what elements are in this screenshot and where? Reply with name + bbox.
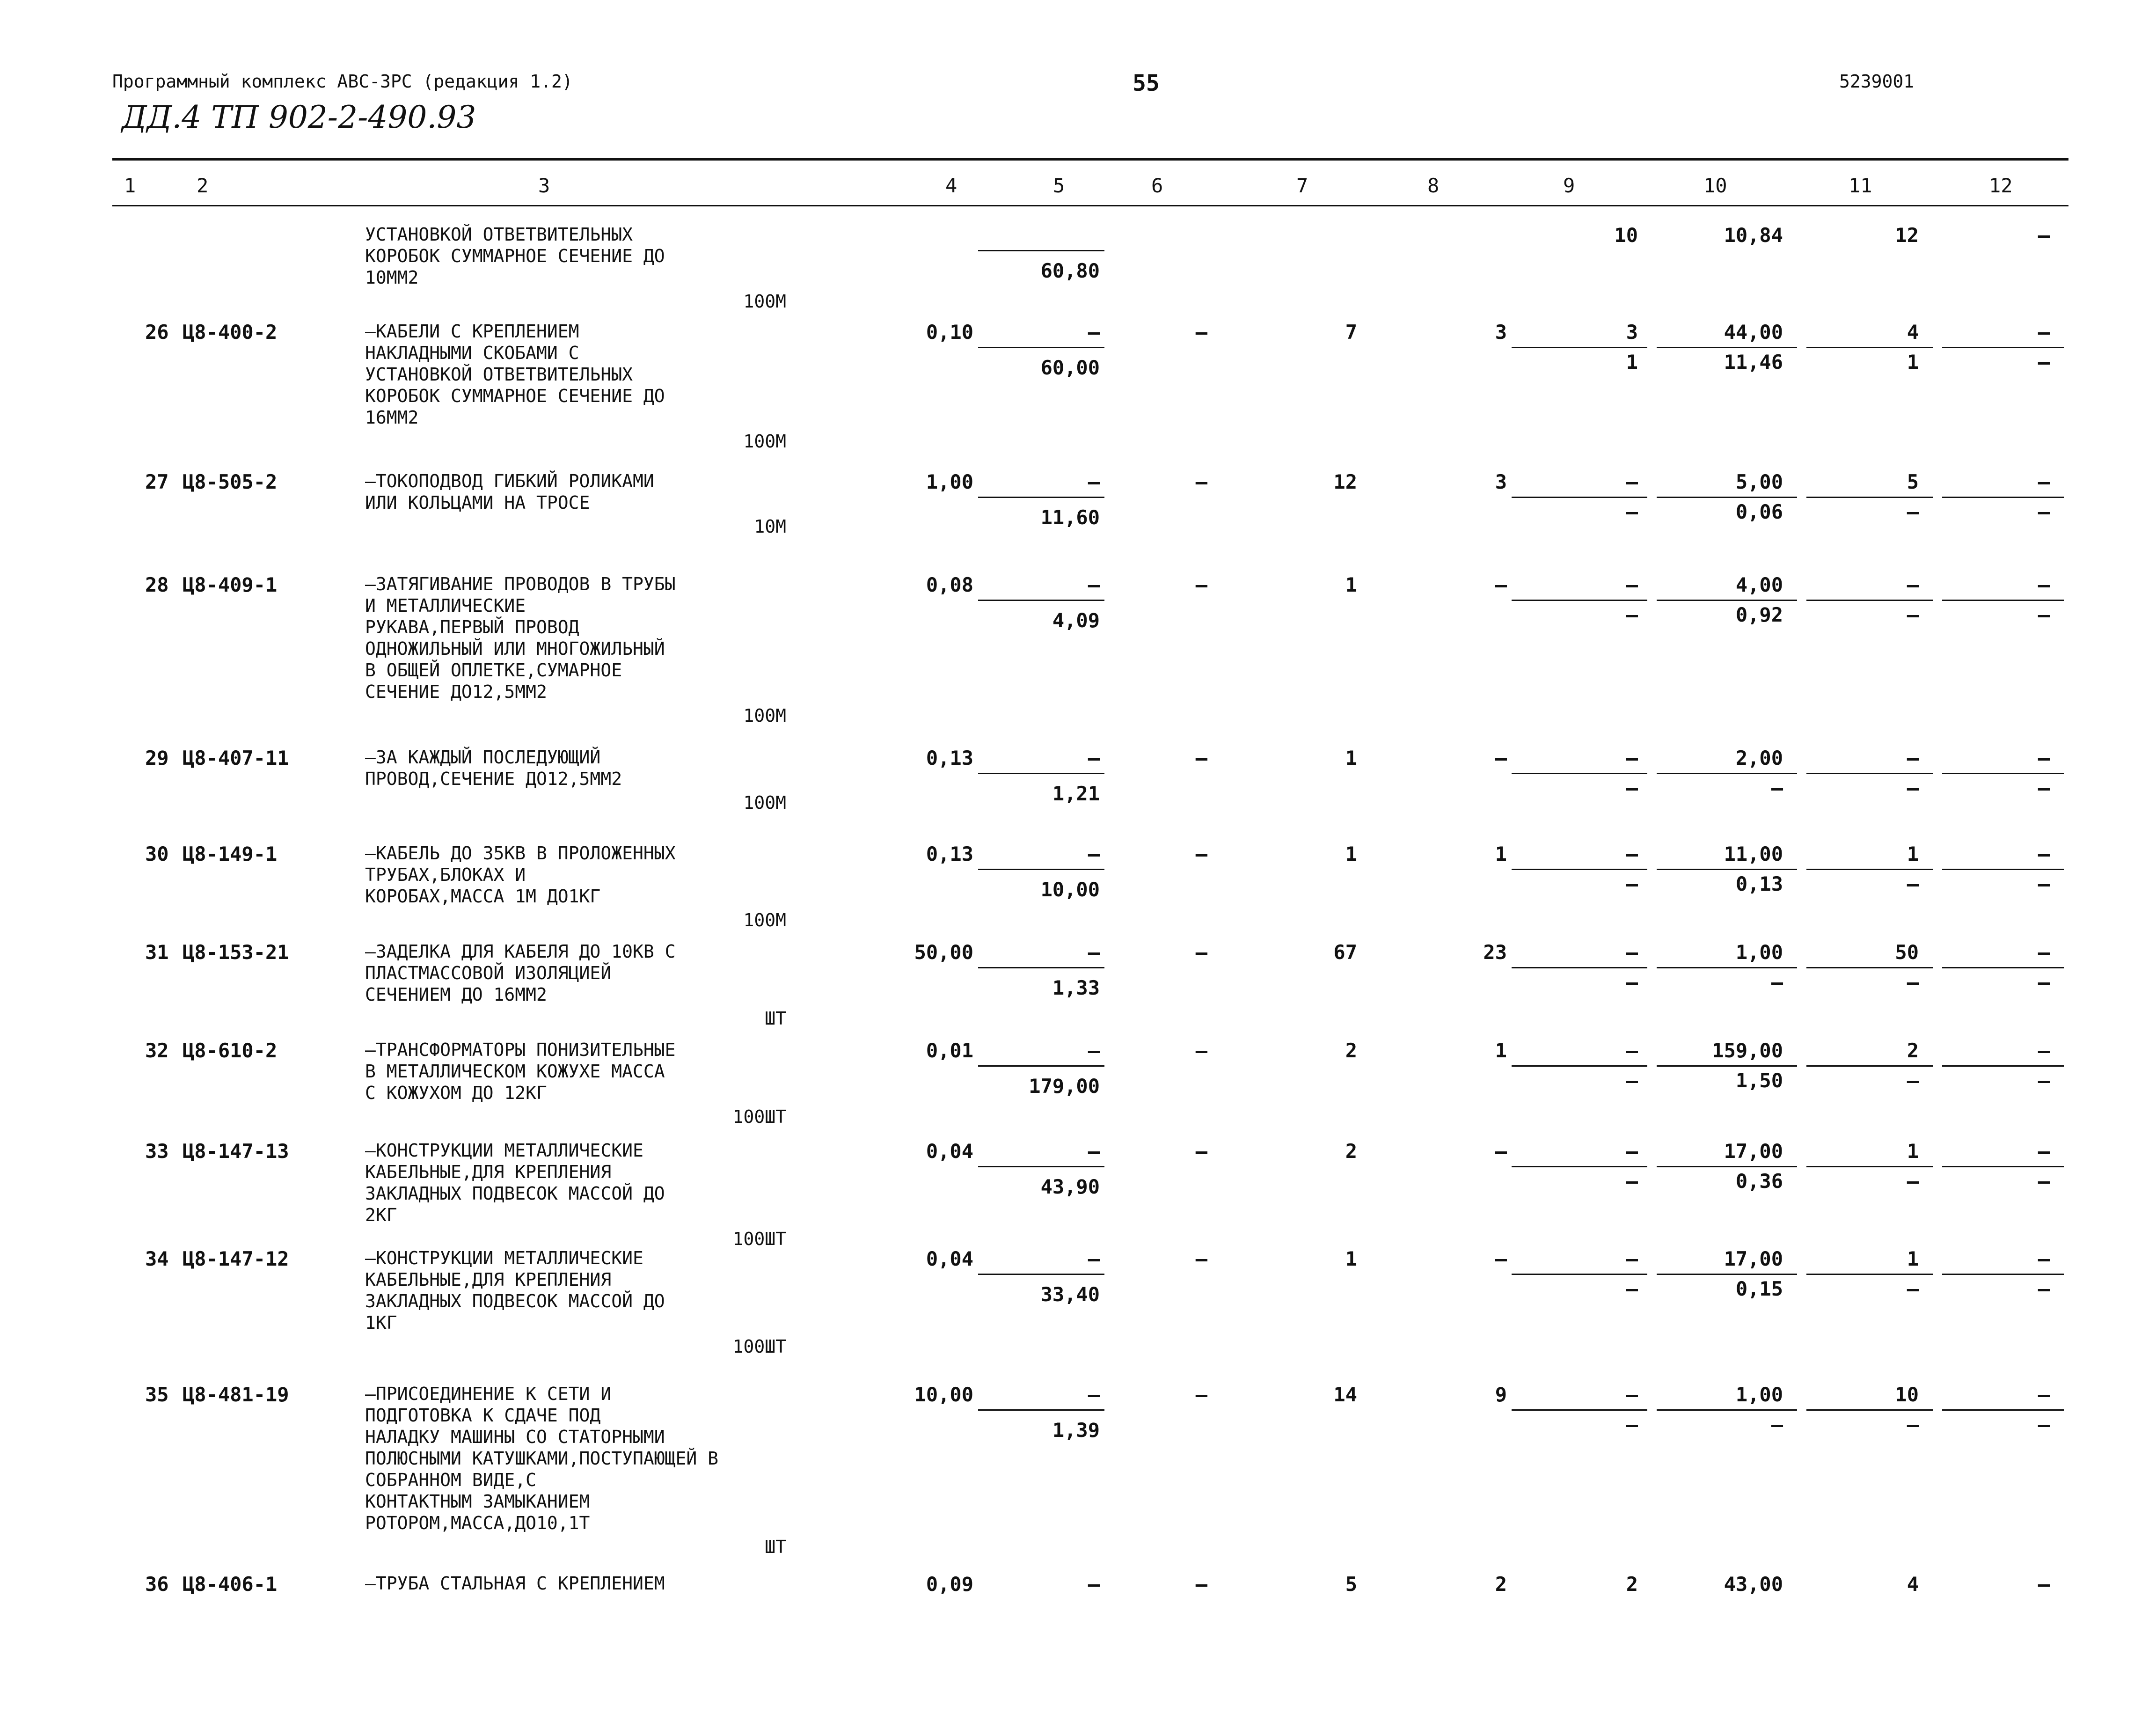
col9-top: 10 bbox=[1614, 224, 1638, 247]
col11-divider bbox=[1806, 773, 1933, 774]
col5-top: – bbox=[1088, 573, 1100, 596]
col5-top: – bbox=[1088, 747, 1100, 769]
row-number: 35 bbox=[145, 1383, 169, 1406]
quantity-cell: 0,08 bbox=[926, 573, 973, 596]
col12-top: – bbox=[2038, 747, 2050, 769]
column-header-9: 9 bbox=[1563, 174, 1575, 197]
col9-bottom: – bbox=[1626, 776, 1638, 799]
col12-bottom: – bbox=[2038, 1170, 2050, 1193]
col12-bottom: – bbox=[2038, 351, 2050, 374]
col12-bottom: – bbox=[2038, 1277, 2050, 1300]
program-title: Программный комплекс АВС-3РС (редакция 1.2) bbox=[112, 71, 573, 92]
col12-top: – bbox=[2038, 573, 2050, 596]
col6-cell: – bbox=[1195, 1383, 1207, 1406]
col10-divider bbox=[1657, 1065, 1797, 1067]
rate-code: Ц8-610-2 bbox=[183, 1039, 278, 1062]
col9-top: – bbox=[1626, 842, 1638, 865]
col11-divider bbox=[1806, 347, 1933, 348]
unit-of-measure: 100ШТ bbox=[732, 1336, 786, 1357]
col8-cell: 3 bbox=[1495, 321, 1507, 344]
work-description: –КОНСТРУКЦИИ МЕТАЛЛИЧЕСКИЕ КАБЕЛЬНЫЕ,ДЛЯ КРЕПЛЕНИЯ ЗАКЛАДНЫХ ПОДВЕСОК МАССОЙ ДО 2КГ bbox=[365, 1140, 665, 1225]
col5-bottom: 60,00 bbox=[1040, 356, 1100, 379]
col12-top: – bbox=[2038, 842, 2050, 865]
work-description: –ЗАТЯГИВАНИЕ ПРОВОДОВ В ТРУБЫ И МЕТАЛЛИЧЕСКИЕ РУКАВА,ПЕРВЫЙ ПРОВОД ОДНОЖИЛЬНЫЙ ИЛИ МНОГОЖИЛЬНЫЙ В ОБЩЕЙ ОПЛЕТКЕ,СУМАРНОЕ СЕЧЕНИЕ ДО12,5ММ2 bbox=[365, 574, 676, 702]
rate-code: Ц8-149-1 bbox=[183, 842, 278, 865]
col11-divider bbox=[1806, 869, 1933, 870]
col8-cell: – bbox=[1495, 747, 1507, 769]
col5-bottom: 33,40 bbox=[1040, 1283, 1100, 1306]
col10-top: 1,00 bbox=[1735, 941, 1783, 964]
work-description: –ТРУБА СТАЛЬНАЯ С КРЕПЛЕНИЕМ bbox=[365, 1573, 665, 1594]
col12-top: – bbox=[2038, 941, 2050, 964]
col9-bottom: – bbox=[1626, 872, 1638, 895]
col9-top: – bbox=[1626, 1383, 1638, 1406]
col11-divider bbox=[1806, 1409, 1933, 1411]
col10-top: 11,00 bbox=[1724, 842, 1783, 865]
top-rule bbox=[112, 158, 2068, 161]
unit-of-measure: 100М bbox=[743, 910, 786, 930]
col9-bottom: – bbox=[1626, 603, 1638, 626]
col9-top: – bbox=[1626, 1247, 1638, 1270]
col12-top: – bbox=[2038, 1573, 2050, 1596]
col10-bottom: 0,06 bbox=[1735, 500, 1783, 523]
col8-cell: 1 bbox=[1495, 842, 1507, 865]
col12-bottom: – bbox=[2038, 500, 2050, 523]
quantity-cell: 0,10 bbox=[926, 321, 973, 344]
col6-cell: – bbox=[1195, 941, 1207, 964]
col11-bottom: – bbox=[1907, 603, 1919, 626]
col11-top: 1 bbox=[1907, 842, 1919, 865]
col11-bottom: – bbox=[1907, 1413, 1919, 1436]
quantity-cell: 0,09 bbox=[926, 1573, 973, 1596]
col5-top: – bbox=[1088, 1140, 1100, 1163]
col12-divider bbox=[1942, 773, 2064, 774]
col12-top: – bbox=[2038, 470, 2050, 493]
col11-top: 2 bbox=[1907, 1039, 1919, 1062]
col12-bottom: – bbox=[2038, 603, 2050, 626]
col5-divider bbox=[978, 1274, 1104, 1275]
col9-bottom: – bbox=[1626, 971, 1638, 994]
work-description: –ЗАДЕЛКА ДЛЯ КАБЕЛЯ ДО 10КВ С ПЛАСТМАССОВОЙ ИЗОЛЯЦИЕЙ СЕЧЕНИЕМ ДО 16ММ2 bbox=[365, 941, 676, 1005]
col11-top: 4 bbox=[1907, 321, 1919, 344]
work-description: УСТАНОВКОЙ ОТВЕТВИТЕЛЬНЫХ КОРОБОК СУММАРНОЕ СЕЧЕНИЕ ДО 10ММ2 bbox=[365, 224, 665, 288]
handwritten-project-number: ДД.4 ТП 902-2-490.93 bbox=[122, 99, 476, 135]
col8-cell: 2 bbox=[1495, 1573, 1507, 1596]
col6-cell: – bbox=[1195, 1140, 1207, 1163]
col12-divider bbox=[1942, 967, 2064, 968]
col5-divider bbox=[978, 1065, 1104, 1067]
col9-divider bbox=[1512, 347, 1647, 348]
row-number: 34 bbox=[145, 1247, 169, 1270]
col7-cell: 2 bbox=[1345, 1140, 1357, 1163]
quantity-cell: 0,13 bbox=[926, 842, 973, 865]
col11-top: 50 bbox=[1895, 941, 1919, 964]
col12-bottom: – bbox=[2038, 1069, 2050, 1092]
col7-cell: 12 bbox=[1333, 470, 1357, 493]
col10-bottom: 0,15 bbox=[1735, 1277, 1783, 1300]
unit-of-measure: ШТ bbox=[765, 1008, 786, 1029]
col11-bottom: – bbox=[1907, 500, 1919, 523]
col5-divider bbox=[978, 1166, 1104, 1167]
col8-cell: 23 bbox=[1483, 941, 1507, 964]
rate-code: Ц8-407-11 bbox=[183, 747, 289, 769]
col11-bottom: 1 bbox=[1907, 351, 1919, 374]
col10-top: 44,00 bbox=[1724, 321, 1783, 344]
col7-cell: 1 bbox=[1345, 747, 1357, 769]
rate-code: Ц8-147-13 bbox=[183, 1140, 289, 1163]
quantity-cell: 0,13 bbox=[926, 747, 973, 769]
col10-top: 5,00 bbox=[1735, 470, 1783, 493]
col10-divider bbox=[1657, 1409, 1797, 1411]
col8-cell: – bbox=[1495, 573, 1507, 596]
rate-code: Ц8-147-12 bbox=[183, 1247, 289, 1270]
col12-top: – bbox=[2038, 1140, 2050, 1163]
col9-divider bbox=[1512, 1274, 1647, 1275]
rate-code: Ц8-406-1 bbox=[183, 1573, 278, 1596]
col7-cell: 1 bbox=[1345, 1247, 1357, 1270]
col9-divider bbox=[1512, 967, 1647, 968]
col12-top: – bbox=[2038, 1247, 2050, 1270]
row-number: 28 bbox=[145, 573, 169, 596]
col12-top: – bbox=[2038, 321, 2050, 344]
row-number: 33 bbox=[145, 1140, 169, 1163]
col11-divider bbox=[1806, 600, 1933, 601]
col5-top: – bbox=[1088, 321, 1100, 344]
col11-top: 1 bbox=[1907, 1247, 1919, 1270]
column-header-11: 11 bbox=[1849, 174, 1872, 197]
col9-top: – bbox=[1626, 1039, 1638, 1062]
col9-divider bbox=[1512, 869, 1647, 870]
column-header-10: 10 bbox=[1703, 174, 1727, 197]
row-number: 31 bbox=[145, 941, 169, 964]
col6-cell: – bbox=[1195, 842, 1207, 865]
column-header-6: 6 bbox=[1151, 174, 1163, 197]
col10-bottom: 0,13 bbox=[1735, 872, 1783, 895]
col5-bottom: 11,60 bbox=[1040, 506, 1100, 529]
col12-divider bbox=[1942, 347, 2064, 348]
rate-code: Ц8-400-2 bbox=[183, 321, 278, 344]
column-header-5: 5 bbox=[1053, 174, 1065, 197]
column-header-4: 4 bbox=[945, 174, 957, 197]
col11-top: 12 bbox=[1895, 224, 1919, 247]
col5-divider bbox=[978, 347, 1104, 348]
column-header-3: 3 bbox=[538, 174, 550, 197]
col12-bottom: – bbox=[2038, 872, 2050, 895]
col6-cell: – bbox=[1195, 1247, 1207, 1270]
col5-top: – bbox=[1088, 1383, 1100, 1406]
col10-divider bbox=[1657, 869, 1797, 870]
column-header-7: 7 bbox=[1296, 174, 1308, 197]
col5-top: – bbox=[1088, 1573, 1100, 1596]
work-description: –КАБЕЛЬ ДО 35КВ В ПРОЛОЖЕННЫХ ТРУБАХ,БЛОКАХ И КОРОБАХ,МАССА 1М ДО1КГ bbox=[365, 843, 676, 907]
quantity-cell: 0,04 bbox=[926, 1140, 973, 1163]
col10-divider bbox=[1657, 600, 1797, 601]
col12-bottom: – bbox=[2038, 776, 2050, 799]
rate-code: Ц8-481-19 bbox=[183, 1383, 289, 1406]
row-number: 27 bbox=[145, 470, 169, 493]
unit-of-measure: 100М bbox=[743, 705, 786, 726]
col11-bottom: – bbox=[1907, 1277, 1919, 1300]
col11-bottom: – bbox=[1907, 971, 1919, 994]
work-description: –ПРИСОЕДИНЕНИЕ К СЕТИ И ПОДГОТОВКА К СДАЧЕ ПОД НАЛАДКУ МАШИНЫ СО СТАТОРНЫМИ ПОЛЮСНЫМИ КАТУШКАМИ,ПОСТУПАЮЩЕЙ В СОБРАННОМ ВИДЕ,С КОНТАКТНЫМ ЗАМЫКАНИЕМ РОТОРОМ,МАССА,ДО10,1Т bbox=[365, 1384, 718, 1533]
col6-cell: – bbox=[1195, 747, 1207, 769]
col6-cell: – bbox=[1195, 1039, 1207, 1062]
col11-bottom: – bbox=[1907, 1069, 1919, 1092]
col9-divider bbox=[1512, 1166, 1647, 1167]
col5-top: – bbox=[1088, 941, 1100, 964]
col11-bottom: – bbox=[1907, 872, 1919, 895]
column-header-1: 1 bbox=[124, 174, 136, 197]
col11-top: 5 bbox=[1907, 470, 1919, 493]
col5-bottom: 4,09 bbox=[1052, 609, 1100, 632]
col10-top: 2,00 bbox=[1735, 747, 1783, 769]
unit-of-measure: 100М bbox=[743, 291, 786, 312]
col9-divider bbox=[1512, 1409, 1647, 1411]
col5-top: – bbox=[1088, 1247, 1100, 1270]
col9-top: – bbox=[1626, 573, 1638, 596]
col10-bottom: – bbox=[1771, 1413, 1783, 1436]
rate-code: Ц8-505-2 bbox=[183, 470, 278, 493]
col6-cell: – bbox=[1195, 321, 1207, 344]
col10-top: 17,00 bbox=[1724, 1247, 1783, 1270]
col9-bottom: 1 bbox=[1626, 351, 1638, 374]
col7-cell: 14 bbox=[1333, 1383, 1357, 1406]
rate-code: Ц8-409-1 bbox=[183, 573, 278, 596]
col5-divider bbox=[978, 773, 1104, 774]
col12-top: – bbox=[2038, 1383, 2050, 1406]
col5-bottom: 1,39 bbox=[1052, 1419, 1100, 1442]
col5-top: – bbox=[1088, 470, 1100, 493]
col11-top: 1 bbox=[1907, 1140, 1919, 1163]
col9-top: – bbox=[1626, 941, 1638, 964]
col12-divider bbox=[1942, 1166, 2064, 1167]
col10-bottom: 0,36 bbox=[1735, 1170, 1783, 1193]
col9-bottom: – bbox=[1626, 1277, 1638, 1300]
col12-bottom: – bbox=[2038, 971, 2050, 994]
col12-bottom: – bbox=[2038, 1413, 2050, 1436]
col11-top: 4 bbox=[1907, 1573, 1919, 1596]
col12-divider bbox=[1942, 1065, 2064, 1067]
col9-top: 3 bbox=[1626, 321, 1638, 344]
col11-divider bbox=[1806, 1065, 1933, 1067]
row-number: 32 bbox=[145, 1039, 169, 1062]
col5-bottom: 10,00 bbox=[1040, 878, 1100, 901]
col11-divider bbox=[1806, 497, 1933, 498]
unit-of-measure: 100М bbox=[743, 431, 786, 452]
quantity-cell: 0,01 bbox=[926, 1039, 973, 1062]
col5-divider bbox=[978, 600, 1104, 601]
col5-bottom: 1,33 bbox=[1052, 976, 1100, 999]
col9-bottom: – bbox=[1626, 1069, 1638, 1092]
col7-cell: 1 bbox=[1345, 573, 1357, 596]
unit-of-measure: ШТ bbox=[765, 1537, 786, 1557]
col10-bottom: – bbox=[1771, 971, 1783, 994]
col9-bottom: – bbox=[1626, 1170, 1638, 1193]
col11-bottom: – bbox=[1907, 1170, 1919, 1193]
col12-divider bbox=[1942, 497, 2064, 498]
col9-divider bbox=[1512, 773, 1647, 774]
col5-bottom: 1,21 bbox=[1052, 782, 1100, 805]
col7-cell: 67 bbox=[1333, 941, 1357, 964]
col10-top: 159,00 bbox=[1712, 1039, 1783, 1062]
col6-cell: – bbox=[1195, 470, 1207, 493]
document-code: 5239001 bbox=[1839, 71, 1915, 92]
col5-divider bbox=[978, 1409, 1104, 1411]
work-description: –КАБЕЛИ С КРЕПЛЕНИЕМ НАКЛАДНЫМИ СКОБАМИ С УСТАНОВКОЙ ОТВЕТВИТЕЛЬНЫХ КОРОБОК СУММАРНОЕ СЕЧЕНИЕ ДО 16ММ2 bbox=[365, 321, 665, 428]
col5-bottom: 179,00 bbox=[1029, 1075, 1100, 1098]
col10-top: 17,00 bbox=[1724, 1140, 1783, 1163]
quantity-cell: 1,00 bbox=[926, 470, 973, 493]
col8-cell: 3 bbox=[1495, 470, 1507, 493]
col11-divider bbox=[1806, 1166, 1933, 1167]
col11-top: 10 bbox=[1895, 1383, 1919, 1406]
col11-divider bbox=[1806, 967, 1933, 968]
unit-of-measure: 10М bbox=[754, 516, 786, 537]
quantity-cell: 10,00 bbox=[914, 1383, 973, 1406]
column-header-2: 2 bbox=[197, 174, 209, 197]
col10-bottom: 0,92 bbox=[1735, 603, 1783, 626]
col10-divider bbox=[1657, 497, 1797, 498]
col7-cell: 2 bbox=[1345, 1039, 1357, 1062]
row-number: 30 bbox=[145, 842, 169, 865]
col8-cell: 1 bbox=[1495, 1039, 1507, 1062]
column-header-8: 8 bbox=[1427, 174, 1440, 197]
col11-top: – bbox=[1907, 747, 1919, 769]
col7-cell: 1 bbox=[1345, 842, 1357, 865]
col7-cell: 7 bbox=[1345, 321, 1357, 344]
col8-cell: 9 bbox=[1495, 1383, 1507, 1406]
col12-top: – bbox=[2038, 224, 2050, 247]
quantity-cell: 50,00 bbox=[914, 941, 973, 964]
col9-divider bbox=[1512, 497, 1647, 498]
col5-divider bbox=[978, 250, 1104, 251]
col9-top: 2 bbox=[1626, 1573, 1638, 1596]
col5-top: – bbox=[1088, 842, 1100, 865]
work-description: –ТРАНСФОРМАТОРЫ ПОНИЗИТЕЛЬНЫЕ В МЕТАЛЛИЧЕСКОМ КОЖУХЕ МАССА С КОЖУХОМ ДО 12КГ bbox=[365, 1040, 676, 1103]
col12-divider bbox=[1942, 600, 2064, 601]
page-number: 55 bbox=[1133, 70, 1160, 96]
col11-bottom: – bbox=[1907, 776, 1919, 799]
col5-divider bbox=[978, 869, 1104, 870]
col10-bottom: – bbox=[1771, 776, 1783, 799]
work-description: –ЗА КАЖДЫЙ ПОСЛЕДУЮЩИЙ ПРОВОД,СЕЧЕНИЕ ДО12,5ММ2 bbox=[365, 747, 622, 789]
header-bottom-rule bbox=[112, 205, 2068, 206]
row-number: 36 bbox=[145, 1573, 169, 1596]
row-number: 26 bbox=[145, 321, 169, 344]
col5-divider bbox=[978, 497, 1104, 498]
col10-divider bbox=[1657, 1166, 1797, 1167]
col10-top: 4,00 bbox=[1735, 573, 1783, 596]
unit-of-measure: 100М bbox=[743, 792, 786, 813]
col9-divider bbox=[1512, 600, 1647, 601]
col10-top: 1,00 bbox=[1735, 1383, 1783, 1406]
unit-of-measure: 100ШТ bbox=[732, 1229, 786, 1249]
col11-divider bbox=[1806, 1274, 1933, 1275]
col10-top: 10,84 bbox=[1724, 224, 1783, 247]
col10-top: 43,00 bbox=[1724, 1573, 1783, 1596]
col5-divider bbox=[978, 967, 1104, 968]
col10-bottom: 11,46 bbox=[1724, 351, 1783, 374]
col5-bottom: 60,80 bbox=[1040, 259, 1100, 282]
col9-divider bbox=[1512, 1065, 1647, 1067]
col12-divider bbox=[1942, 869, 2064, 870]
work-description: –КОНСТРУКЦИИ МЕТАЛЛИЧЕСКИЕ КАБЕЛЬНЫЕ,ДЛЯ КРЕПЛЕНИЯ ЗАКЛАДНЫХ ПОДВЕСОК МАССОЙ ДО 1КГ bbox=[365, 1248, 665, 1333]
col10-divider bbox=[1657, 967, 1797, 968]
column-header-12: 12 bbox=[1989, 174, 2013, 197]
rate-code: Ц8-153-21 bbox=[183, 941, 289, 964]
col6-cell: – bbox=[1195, 573, 1207, 596]
col9-bottom: – bbox=[1626, 500, 1638, 523]
col9-bottom: – bbox=[1626, 1413, 1638, 1436]
col9-top: – bbox=[1626, 1140, 1638, 1163]
col10-divider bbox=[1657, 773, 1797, 774]
col11-top: – bbox=[1907, 573, 1919, 596]
col12-divider bbox=[1942, 1409, 2064, 1411]
col12-top: – bbox=[2038, 1039, 2050, 1062]
col6-cell: – bbox=[1195, 1573, 1207, 1596]
col5-top: – bbox=[1088, 1039, 1100, 1062]
col10-divider bbox=[1657, 347, 1797, 348]
unit-of-measure: 100ШТ bbox=[732, 1106, 786, 1127]
col9-top: – bbox=[1626, 747, 1638, 769]
col10-divider bbox=[1657, 1274, 1797, 1275]
work-description: –ТОКОПОДВОД ГИБКИЙ РОЛИКАМИ ИЛИ КОЛЬЦАМИ НА ТРОСЕ bbox=[365, 471, 654, 513]
col10-bottom: 1,50 bbox=[1735, 1069, 1783, 1092]
quantity-cell: 0,04 bbox=[926, 1247, 973, 1270]
col8-cell: – bbox=[1495, 1247, 1507, 1270]
col7-cell: 5 bbox=[1345, 1573, 1357, 1596]
col9-top: – bbox=[1626, 470, 1638, 493]
col12-divider bbox=[1942, 1274, 2064, 1275]
col8-cell: – bbox=[1495, 1140, 1507, 1163]
row-number: 29 bbox=[145, 747, 169, 769]
col5-bottom: 43,90 bbox=[1040, 1175, 1100, 1198]
